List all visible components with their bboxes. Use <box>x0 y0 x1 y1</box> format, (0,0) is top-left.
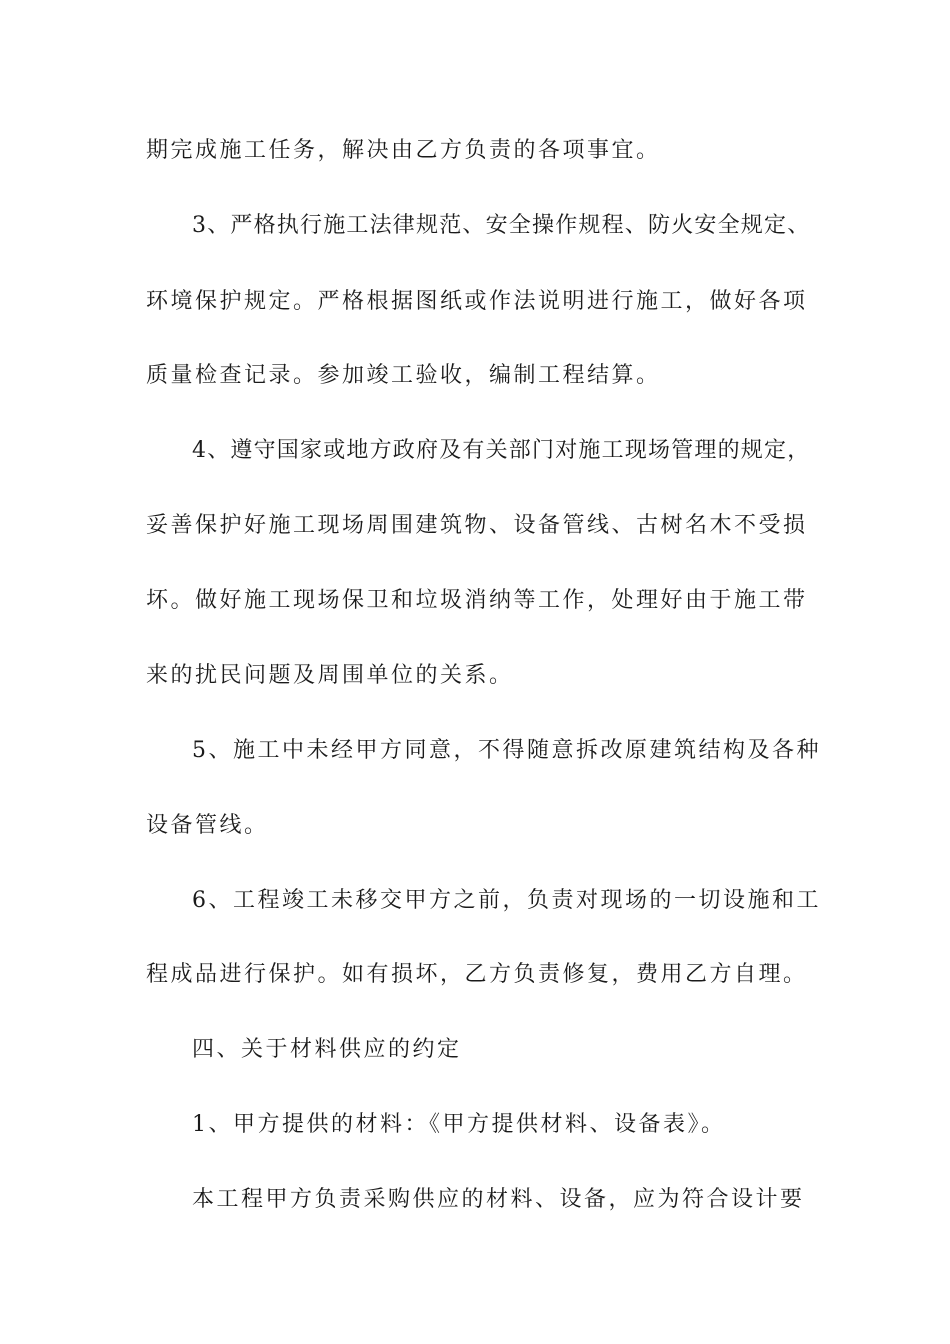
paragraph-line: 妥善保护好施工现场周围建筑物、设备管线、古树名木不受损 <box>146 513 808 538</box>
paragraph-line: 质量检查记录。参加竣工验收，编制工程结算。 <box>146 363 661 388</box>
paragraph-line: 程成品进行保护。如有损坏，乙方负责修复，费用乙方自理。 <box>146 962 808 987</box>
paragraph-line: 来的扰民问题及周围单位的关系。 <box>146 663 514 688</box>
clause-3-line: 3、严格执行施工法律规范、安全操作规程、防火安全规定、 <box>192 213 811 238</box>
paragraph-line: 设备管线。 <box>146 813 269 838</box>
paragraph-line: 环境保护规定。严格根据图纸或作法说明进行施工，做好各项 <box>146 289 808 314</box>
clause-5-line: 5、施工中未经甲方同意，不得随意拆改原建筑结构及各种 <box>192 738 821 763</box>
paragraph-line: 本工程甲方负责采购供应的材料、设备，应为符合设计要 <box>192 1187 805 1212</box>
paragraph-line: 期完成施工任务，解决由乙方负责的各项事宜。 <box>146 138 661 163</box>
clause-4-line: 4、遵守国家或地方政府及有关部门对施工现场管理的规定， <box>192 438 811 463</box>
clause-6-line: 6、工程竣工未移交甲方之前，负责对现场的一切设施和工 <box>192 888 821 913</box>
paragraph-line: 坏。做好施工现场保卫和垃圾消纳等工作，处理好由于施工带 <box>146 588 808 613</box>
clause-1-line: 1、甲方提供的材料：《甲方提供材料、设备表》。 <box>192 1112 726 1137</box>
section-heading: 四、关于材料供应的约定 <box>192 1037 462 1062</box>
